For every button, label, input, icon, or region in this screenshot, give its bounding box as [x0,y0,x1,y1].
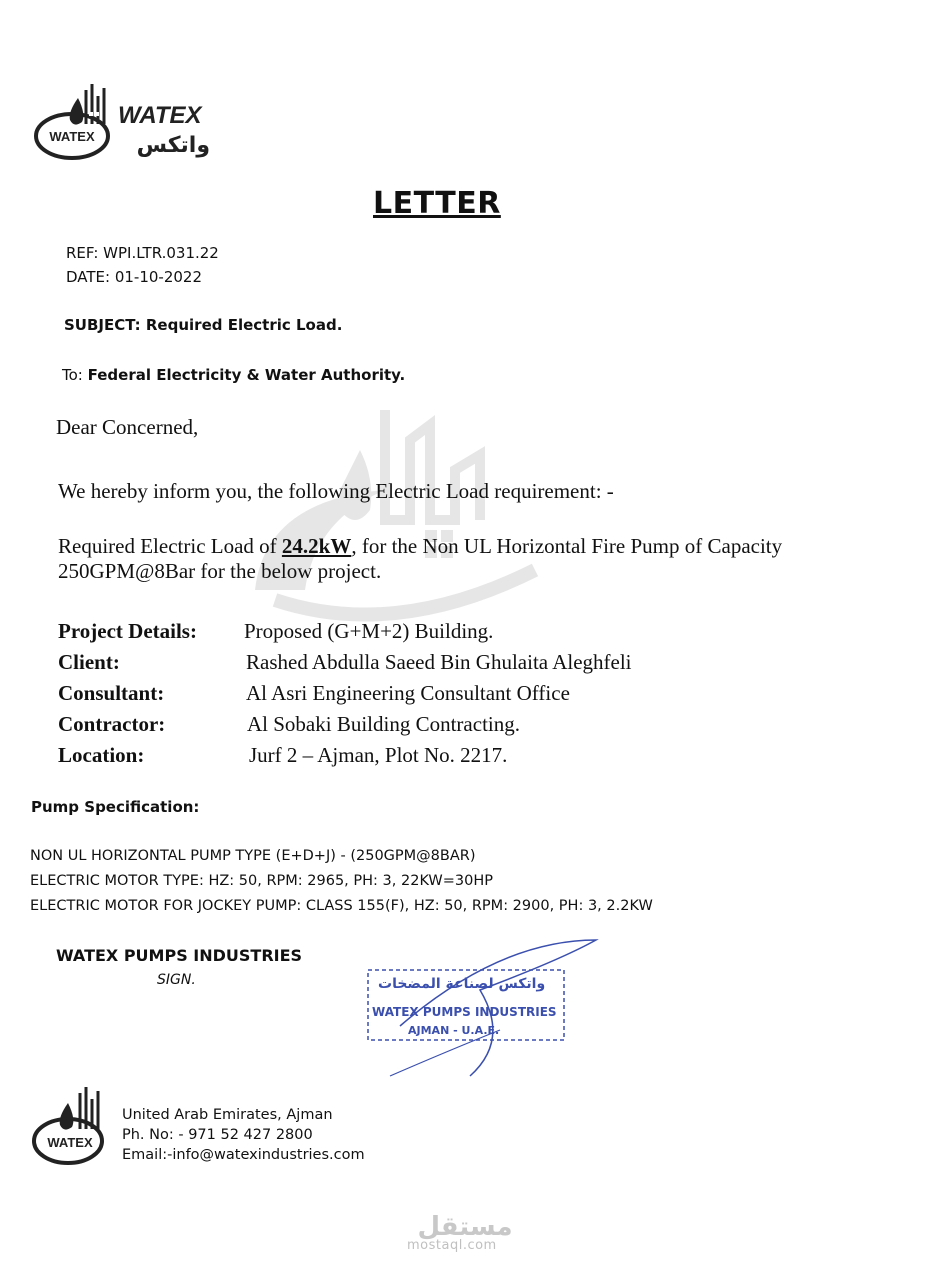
spec-line: ELECTRIC MOTOR FOR JOCKEY PUMP: CLASS 155(F), HZ: 50, RPM: 2900, PH: 3, 2.2KW [30,898,653,914]
stamp-english-text: WATEX PUMPS INDUSTRIES [372,1005,557,1019]
recipient-line [62,366,405,384]
spec-line: ELECTRIC MOTOR TYPE: HZ: 50, RPM: 2965, PH: 3, 22KW=30HP [30,873,494,889]
watex-footer-logo [30,1085,112,1171]
recipient-prefix: To: [62,366,88,384]
letter-date: DATE: 01-10-2022 [66,268,203,286]
salutation: Dear Concerned, [56,415,199,439]
electric-load-value: 24.2kW [281,534,352,558]
load-paragraph-start: Required Electric Load of [58,534,282,558]
svg-text:WATEX: WATEX [47,1135,93,1150]
sign-label: SIGN. [157,972,196,988]
project-details-label: Project Details: [58,619,197,643]
stamp-arabic-text: واتكس لصناعة المضخات [378,976,546,992]
svg-text:WATEX: WATEX [49,129,95,144]
contractor-value: Al Sobaki Building Contracting. [247,712,520,736]
project-details-value: Proposed (G+M+2) Building. [244,619,494,643]
svg-text:مستقل: مستقل [417,1212,513,1242]
recipient-name: Federal Electricity & Water Authority. [87,366,406,384]
watex-header-logo [32,78,212,168]
svg-text:WATEX: WATEX [118,102,202,129]
client-label: Client: [58,650,120,674]
watermark-logo [235,400,555,630]
svg-text:واتكس: واتكس [136,133,210,158]
contractor-label: Contractor: [58,712,166,736]
footer-phone: Ph. No: - 971 52 427 2800 [122,1127,313,1143]
subject-line: SUBJECT: Required Electric Load. [64,316,343,334]
consultant-value: Al Asri Engineering Consultant Office [246,681,570,705]
letter-title: LETTER [373,186,501,221]
reference-number: REF: WPI.LTR.031.22 [66,244,219,262]
location-value: Jurf 2 – Ajman, Plot No. 2217. [249,743,508,767]
load-paragraph [58,534,818,584]
intro-paragraph: We hereby inform you, the following Electric Load requirement: - [58,479,614,503]
consultant-label: Consultant: [58,681,165,705]
spec-line: NON UL HORIZONTAL PUMP TYPE (E+D+J) - (250GPM@8BAR) [30,848,476,864]
stamp-city-text: AJMAN - U.A.E. [408,1024,500,1037]
footer-address: United Arab Emirates, Ajman [122,1107,333,1123]
footer-email: Email:-info@watexindustries.com [122,1147,365,1163]
load-paragraph-end: , for the Non UL Horizontal Fire Pump of Capacity 250GPM@8Bar for the below project. [58,534,783,583]
company-name: WATEX PUMPS INDUSTRIES [56,946,303,965]
location-label: Location: [58,743,145,767]
pump-specification-heading: Pump Specification: [31,798,200,816]
client-value: Rashed Abdulla Saeed Bin Ghulaita Aleghfeli [246,650,632,674]
mostaql-url: mostaql.com [407,1238,497,1253]
